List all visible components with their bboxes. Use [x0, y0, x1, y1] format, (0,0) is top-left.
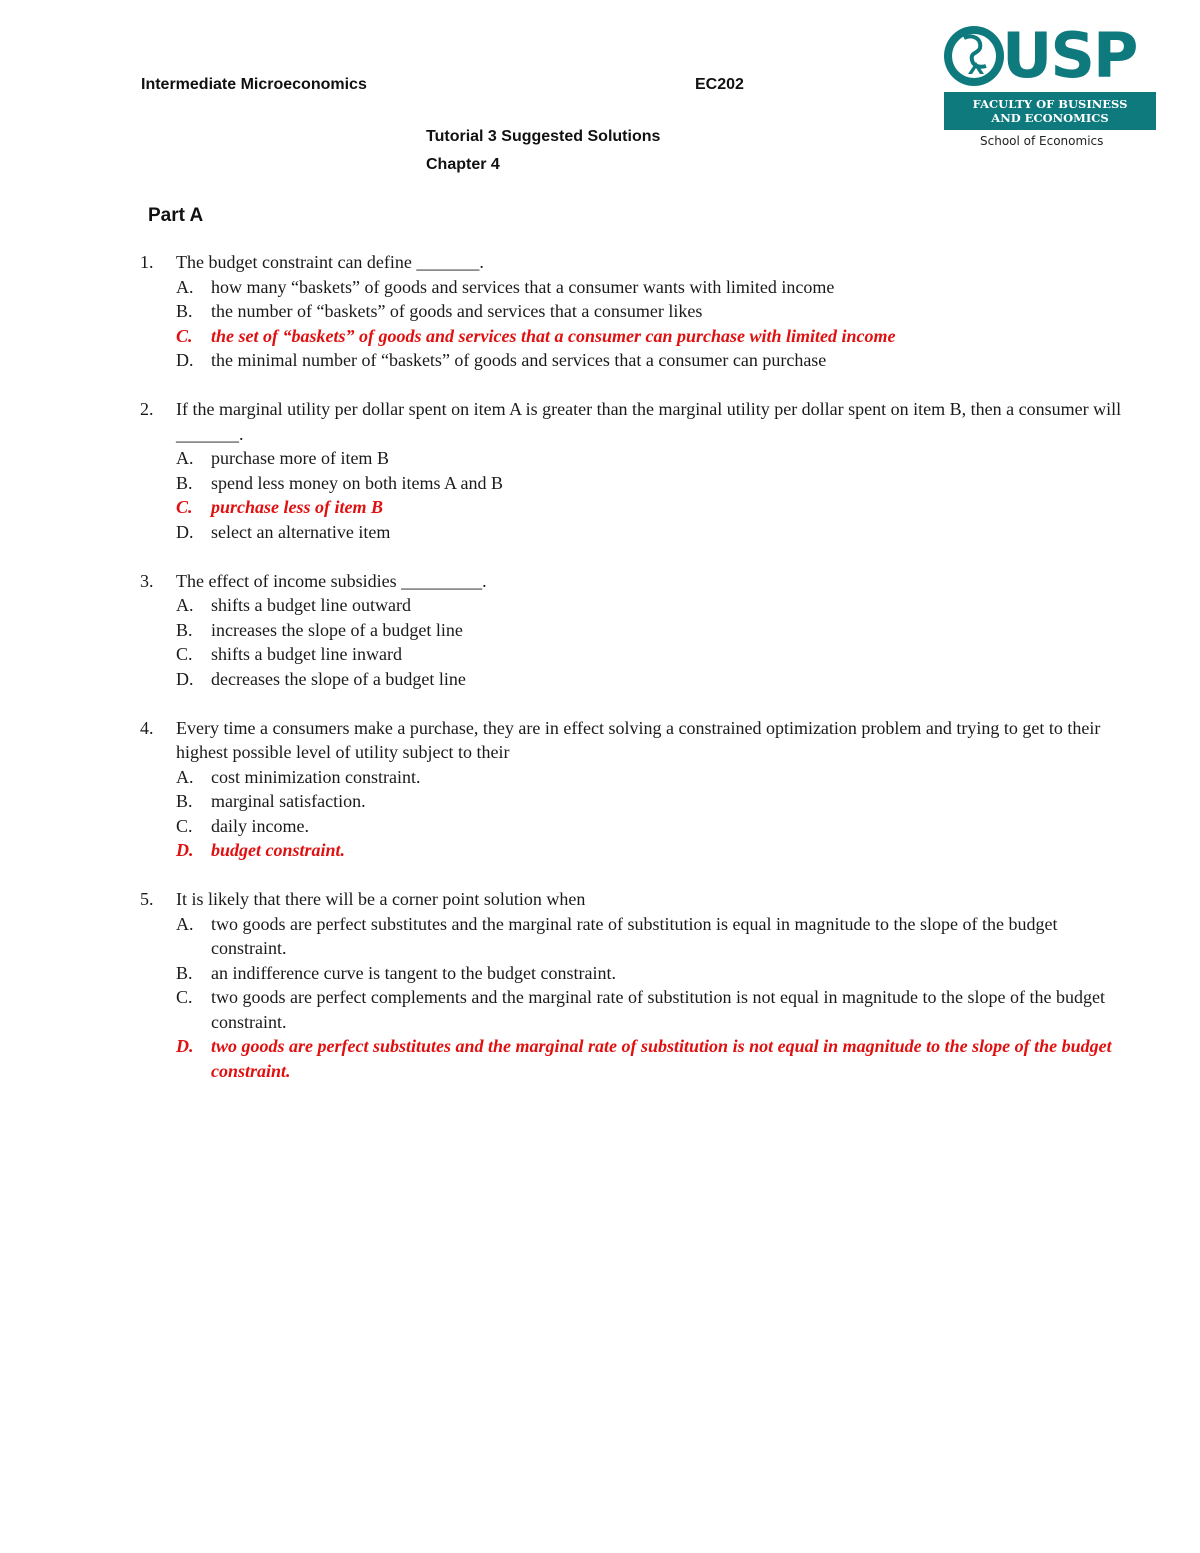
option-text: shifts a budget line outward	[211, 595, 411, 615]
option-text: budget constraint.	[211, 840, 346, 860]
option-letter: C.	[176, 815, 193, 836]
question-text: The effect of income subsidies _________.	[176, 570, 487, 591]
option-letter: B.	[176, 472, 193, 493]
option-letter: A.	[176, 913, 194, 934]
option-b	[176, 471, 1130, 496]
option-text: marginal satisfaction.	[211, 791, 366, 811]
option-letter: D.	[176, 668, 194, 689]
option-c	[176, 985, 1130, 1034]
option-letter: C.	[176, 497, 193, 517]
question-text: It is likely that there will be a corner point solution when	[176, 889, 586, 909]
option-a	[176, 275, 1130, 300]
course-code: EC202	[695, 76, 744, 93]
option-b	[176, 299, 1130, 324]
option-text: select an alternative item	[211, 521, 391, 542]
option-text: decreases the slope of a budget line	[211, 668, 466, 689]
option-c-correct-answer	[176, 495, 1130, 520]
option-c	[176, 814, 1130, 839]
question-number: 5.	[140, 889, 154, 909]
option-text: purchase less of item B	[211, 497, 384, 517]
option-text: shifts a budget line inward	[211, 644, 402, 664]
option-a	[176, 593, 1130, 618]
option-text: purchase more of item B	[211, 448, 389, 468]
option-letter: A.	[176, 766, 194, 787]
option-text: how many “baskets” of goods and services that a consumer wants with limited income	[211, 276, 835, 297]
option-letter: C.	[176, 325, 193, 346]
option-b	[176, 789, 1130, 814]
option-letter: A.	[176, 595, 194, 615]
option-text: an indifference curve is tangent to the budget constraint.	[211, 962, 617, 983]
option-letter: A.	[176, 276, 194, 297]
option-letter: A.	[176, 448, 194, 468]
option-d	[176, 348, 1130, 373]
question-text: If the marginal utility per dollar spent on item A is greater than the marginal utility per dollar spent on item B, then a consumer will _______.	[176, 399, 1122, 444]
option-text: the set of “baskets” of goods and services that a consumer can purchase with limited income	[211, 325, 896, 346]
question-number: 1.	[140, 252, 154, 272]
option-letter: B.	[176, 791, 193, 811]
option-text: spend less money on both items A and B	[211, 472, 503, 493]
option-a	[176, 446, 1130, 471]
option-c	[176, 642, 1130, 667]
question-number: 3.	[140, 570, 154, 591]
part-heading: Part A	[148, 205, 204, 226]
option-text: daily income.	[211, 815, 309, 836]
question-text: The budget constraint can define _______.	[176, 252, 484, 272]
option-text: two goods are perfect complements and the marginal rate of substitution is not equal in magnitude to the slope of the budget constraint.	[211, 987, 1105, 1032]
option-letter: B.	[176, 301, 193, 321]
question-number: 2.	[140, 399, 154, 419]
chapter-title: Chapter 4	[426, 156, 500, 173]
option-text: increases the slope of a budget line	[211, 619, 463, 640]
option-d	[176, 667, 1130, 692]
option-b	[176, 618, 1130, 643]
question-text: Every time a consumers make a purchase, they are in effect solving a constrained optimization problem and trying to get to their highest possible level of utility subject to their	[176, 717, 1101, 762]
usp-emblem-icon	[942, 24, 1006, 88]
option-letter: B.	[176, 619, 193, 640]
option-text: cost minimization constraint.	[211, 766, 421, 787]
option-b	[176, 961, 1130, 986]
option-letter: D.	[176, 840, 194, 860]
option-text: the number of “baskets” of goods and services that a consumer likes	[211, 301, 703, 321]
option-d	[176, 520, 1130, 545]
question-2	[140, 397, 1130, 544]
question-3	[140, 569, 1130, 692]
option-d-correct-answer	[176, 1034, 1130, 1083]
logo-faculty-banner	[944, 92, 1156, 130]
course-title: Intermediate Microeconomics	[141, 76, 367, 93]
tutorial-title: Tutorial 3 Suggested Solutions	[426, 128, 661, 145]
question-1	[140, 250, 1130, 373]
option-a	[176, 765, 1130, 790]
option-letter: D.	[176, 1036, 194, 1056]
logo-banner-line-2: AND ECONOMICS	[991, 111, 1109, 125]
question-list	[140, 250, 1130, 1108]
logo-school-name: School of Economics	[980, 134, 1104, 148]
logo-banner-line-1: FACULTY OF BUSINESS	[972, 97, 1128, 111]
option-text: two goods are perfect substitutes and the marginal rate of substitution is equal in magnitude to the slope of the budget constraint.	[211, 913, 1058, 958]
option-letter: C.	[176, 987, 193, 1007]
option-letter: D.	[176, 521, 194, 542]
question-5	[140, 887, 1130, 1083]
option-letter: D.	[176, 350, 194, 370]
option-c-correct-answer	[176, 324, 1130, 349]
option-letter: C.	[176, 644, 193, 664]
usp-logo	[942, 19, 1158, 152]
question-number: 4.	[140, 717, 154, 738]
option-d-correct-answer	[176, 838, 1130, 863]
logo-wordmark: USP	[1002, 19, 1137, 92]
option-letter: B.	[176, 962, 193, 983]
option-text: the minimal number of “baskets” of goods and services that a consumer can purchase	[211, 350, 827, 370]
option-a	[176, 912, 1130, 961]
option-text: two goods are perfect substitutes and the marginal rate of substitution is not equal in magnitude to the slope of the budget constraint.	[211, 1036, 1112, 1081]
question-4	[140, 716, 1130, 863]
